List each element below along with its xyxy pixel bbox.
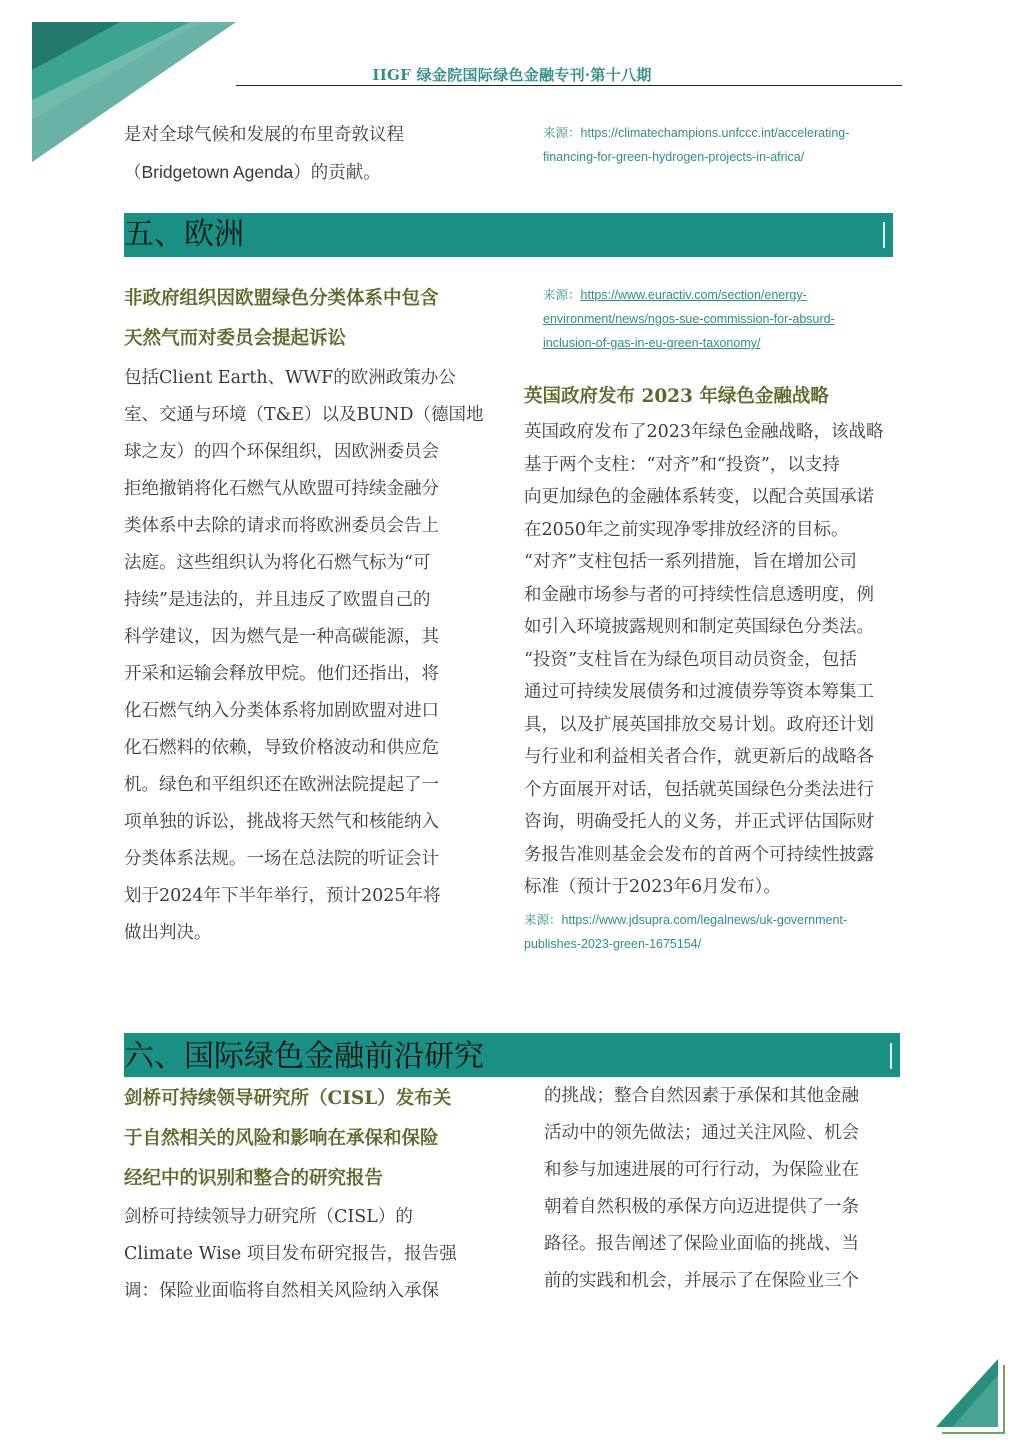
source-link[interactable]: https://climatechampions.unfccc.int/accelerating-: [580, 126, 850, 140]
text-line: 的挑战；整合自然因素于承保和其他金融: [544, 1086, 859, 1106]
corner-decoration-bottom: [930, 1355, 1010, 1435]
heading-line: 天然气而对委员会提起诉讼: [124, 328, 347, 349]
text-line: 调：保险业面临将自然相关风险纳入承保: [124, 1281, 439, 1301]
text-line: 包括Client Earth、WWF的欧洲政策办公: [124, 368, 456, 388]
text-line: 前的实践和机会，并展示了在保险业三个: [544, 1271, 859, 1291]
article-body-cisl-right: [544, 1078, 924, 1300]
jdsupra-source: [524, 908, 924, 956]
text-line: 球之友）的四个环保组织，因欧洲委员会: [124, 442, 439, 462]
text-line: 是对全球气候和发展的布里奇敦议程: [124, 125, 404, 145]
euractiv-source: [543, 283, 923, 355]
source-label: 来源：: [543, 287, 581, 302]
source-link-cont[interactable]: inclusion-of-gas-in-eu-green-taxonomy/: [543, 336, 761, 350]
heading-line: 剑桥可持续领导研究所（CISL）发布关: [124, 1088, 452, 1109]
text-line: 向更加绿色的金融体系转变，以配合英国承诺: [524, 487, 874, 507]
text-line: “投资”支柱旨在为绿色项目动员资金，包括: [524, 649, 857, 670]
text-line: 路径。报告阐述了保险业面临的挑战、当: [544, 1234, 859, 1254]
source-link-cont[interactable]: financing-for-green-hydrogen-projects-in-africa/: [543, 150, 805, 164]
text-line: 做出判决。: [124, 923, 212, 943]
band-marker: [883, 222, 885, 248]
text-line: 科学建议，因为燃气是一种高碳能源，其: [124, 627, 439, 647]
article-body-ngo-lawsuit: [124, 360, 509, 952]
text-line: （Bridgetown Agenda）的贡献。: [124, 162, 381, 182]
header-divider: [236, 85, 902, 86]
article-heading-cisl-report: [124, 1079, 504, 1199]
article-body-cisl-left: [124, 1199, 509, 1310]
text-line: 划于2024年下半年举行，预计2025年将: [124, 886, 441, 906]
source-label: 来源：: [524, 912, 562, 927]
text-line: 持续”是违法的，并且违反了欧盟自己的: [124, 590, 431, 610]
article-body-uk-strategy: [524, 416, 924, 904]
text-line: 基于两个支柱：“对齐”和“投资”，以支持: [524, 454, 840, 475]
section-title-europe: 五、欧洲: [124, 217, 244, 252]
source-link-cont[interactable]: environment/news/ngos-sue-commission-for-absurd-: [543, 312, 835, 326]
source-link[interactable]: https://www.euractiv.com/section/energy-: [580, 288, 807, 302]
text-line: 在2050年之前实现净零排放经济的目标。: [524, 519, 849, 540]
text-line: 化石燃料的依赖，导致价格波动和供应危: [124, 738, 439, 758]
text-line: “对齐”支柱包括一系列措施，旨在增加公司: [524, 552, 857, 572]
text-line: 咨询，明确受托人的义务，并正式评估国际财: [524, 812, 874, 832]
text-line: 和参与加速进展的可行行动，为保险业在: [544, 1160, 859, 1180]
source-link[interactable]: https://www.jdsupra.com/legalnews/uk-government-: [561, 913, 848, 927]
text-line: 项单独的诉讼，挑战将天然气和核能纳入: [124, 812, 439, 832]
text-line: 英国政府发布了2023年绿色金融战略，该战略: [524, 422, 884, 442]
heading-line: 非政府组织因欧盟绿色分类体系中包含: [124, 288, 439, 309]
text-line: 化石燃气纳入分类体系将加剧欧盟对进口: [124, 701, 439, 721]
article-heading-ngo-lawsuit: [124, 279, 504, 359]
heading-line: 于自然相关的风险和影响在承保和保险: [124, 1128, 439, 1149]
text-line: 具，以及扩展英国排放交易计划。政府还计划: [524, 714, 874, 735]
text-line: 和金融市场参与者的可持续性信息透明度，例: [524, 584, 874, 605]
text-line: 活动中的领先做法；通过关注风险、机会: [544, 1123, 859, 1143]
band-marker: [890, 1043, 892, 1069]
text-line: 分类体系法规。一场在总法院的听证会计: [124, 849, 439, 869]
heading-line: 经纪中的识别和整合的研究报告: [124, 1168, 384, 1189]
text-line: 朝着自然积极的承保方向迈进提供了一条: [544, 1197, 859, 1217]
text-line: 开采和运输会释放甲烷。他们还指出，将: [124, 664, 439, 684]
text-line: 与行业和利益相关者合作，就更新后的战略各: [524, 747, 874, 767]
top-left-text: [124, 117, 504, 191]
text-line: 拒绝撤销将化石燃气从欧盟可持续金融分: [124, 479, 439, 499]
text-line: 机。绿色和平组织还在欧洲法院提起了一: [124, 775, 439, 795]
text-line: 务报告准则基金会发布的首两个可持续性披露: [524, 844, 874, 865]
source-link-cont[interactable]: publishes-2023-green-1675154/: [524, 937, 702, 951]
journal-header-title: IIGF 绿金院国际绿色金融专刊·第十八期: [372, 66, 652, 84]
section-title-research: 六、国际绿色金融前沿研究: [124, 1039, 484, 1074]
top-source: [543, 121, 923, 169]
source-label: 来源：: [543, 125, 581, 140]
article-heading-uk-strategy: 英国政府发布 2023 年绿色金融战略: [524, 386, 829, 407]
text-line: 标准（预计于2023年6月发布）。: [524, 877, 781, 897]
text-line: 通过可持续发展债务和过渡债券等资本筹集工: [524, 682, 874, 702]
text-line: 法庭。这些组织认为将化石燃气标为“可: [124, 553, 431, 573]
text-line: 剑桥可持续领导力研究所（CISL）的: [124, 1207, 413, 1227]
text-line: 如引入环境披露规则和制定英国绿色分类法。: [524, 617, 874, 637]
text-line: 类体系中去除的请求而将欧洲委员会告上: [124, 516, 439, 536]
text-line: Climate Wise 项目发布研究报告，报告强: [124, 1244, 457, 1264]
text-line: 个方面展开对话，包括就英国绿色分类法进行: [524, 779, 874, 800]
text-line: 室、交通与环境（T&E）以及BUND（德国地: [124, 405, 484, 425]
